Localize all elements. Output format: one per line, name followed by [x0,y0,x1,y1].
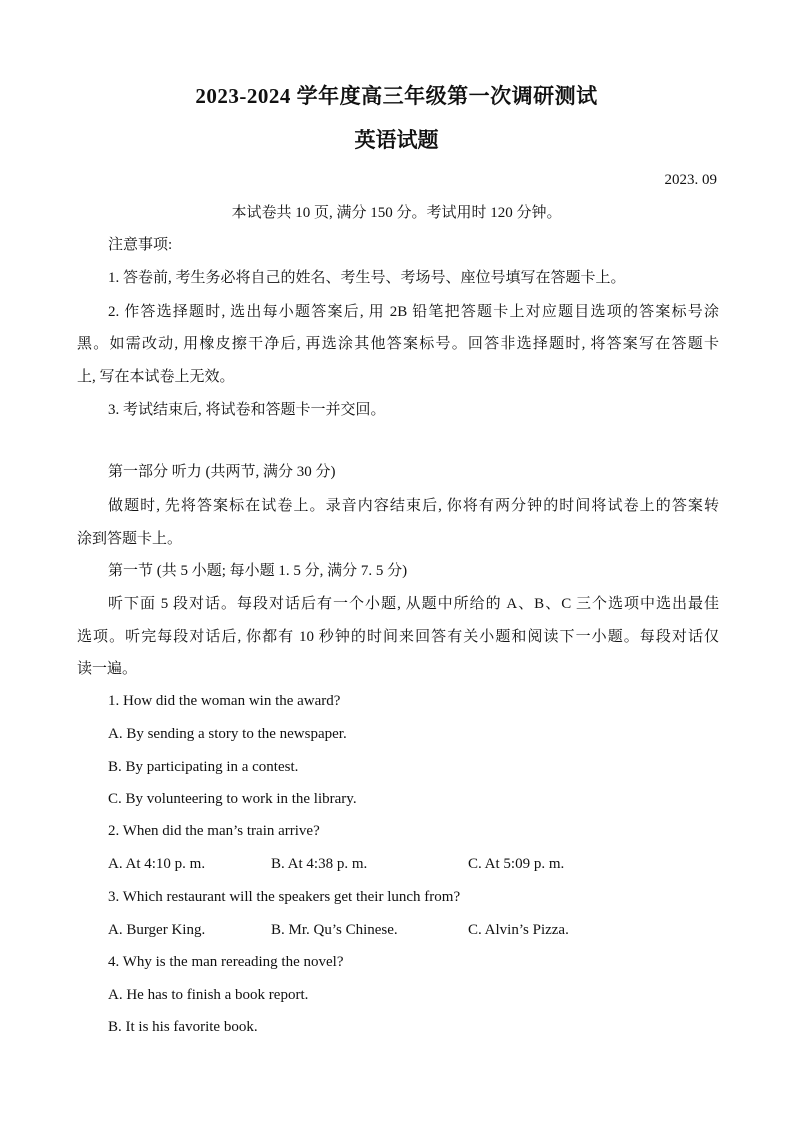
section1-heading: 第一节 (共 5 小题; 每小题 1. 5 分, 满分 7. 5 分) [108,563,408,579]
question-3-stem: 3. Which restaurant will the speakers get their lunch from? [108,889,461,905]
notes-heading: 注意事项: [108,237,173,253]
note-2-line-2: 黑。如需改动, 用橡皮擦干净后, 再选涂其他答案标号。回答非选择题时, 将答案写在答题卡 [77,336,719,352]
subject-title: 英语试题 [354,128,439,152]
section1-instruction-line-2: 选项。听完每段对话后, 你都有 10 秒钟的时间来回答有关小题和阅读下一小题。每段对话仅 [77,629,719,645]
exam-title: 2023-2024 学年度高三年级第一次调研测试 [195,84,598,108]
question-1-option-c: C. By volunteering to work in the library. [108,791,357,807]
part1-heading: 第一部分 听力 (共两节, 满分 30 分) [108,464,336,480]
section1-instruction-line-1: 听下面 5 段对话。每段对话后有一个小题, 从题中所给的 A、B、C 三个选项中选出最佳 [108,596,719,612]
exam-date: 2023. 09 [664,172,717,188]
section1-instruction-line-3: 读一遍。 [77,661,138,677]
question-4-option-a: A. He has to finish a book report. [108,987,309,1003]
question-2-stem: 2. When did the man’s train arrive? [108,823,320,839]
question-3-option-c: C. Alvin’s Pizza. [468,922,569,938]
part1-instruction-line-2: 涂到答题卡上。 [77,531,183,547]
question-4-stem: 4. Why is the man rereading the novel? [108,954,344,970]
question-1-option-b: B. By participating in a contest. [108,759,299,775]
question-2-option-c: C. At 5:09 p. m. [468,856,565,872]
part1-instruction-line-1: 做题时, 先将答案标在试卷上。录音内容结束后, 你将有两分钟的时间将试卷上的答案转 [108,498,719,514]
note-2-line-1: 2. 作答选择题时, 选出每小题答案后, 用 2B 铅笔把答题卡上对应题目选项的答案标号涂 [108,304,719,320]
question-2-option-b: B. At 4:38 p. m. [271,856,368,872]
note-1: 1. 答卷前, 考生务必将自己的姓名、考生号、考场号、座位号填写在答题卡上。 [108,270,626,286]
question-3-option-a: A. Burger King. [108,922,206,938]
exam-info: 本试卷共 10 页, 满分 150 分。考试用时 120 分钟。 [231,205,562,221]
note-2-line-3: 上, 写在本试卷上无效。 [77,369,235,385]
question-2-option-a: A. At 4:10 p. m. [108,856,206,872]
question-1-stem: 1. How did the woman win the award? [108,693,341,709]
note-3: 3. 考试结束后, 将试卷和答题卡一并交回。 [108,402,386,418]
question-3-option-b: B. Mr. Qu’s Chinese. [271,922,398,938]
question-4-option-b: B. It is his favorite book. [108,1019,258,1035]
question-1-option-a: A. By sending a story to the newspaper. [108,726,347,742]
